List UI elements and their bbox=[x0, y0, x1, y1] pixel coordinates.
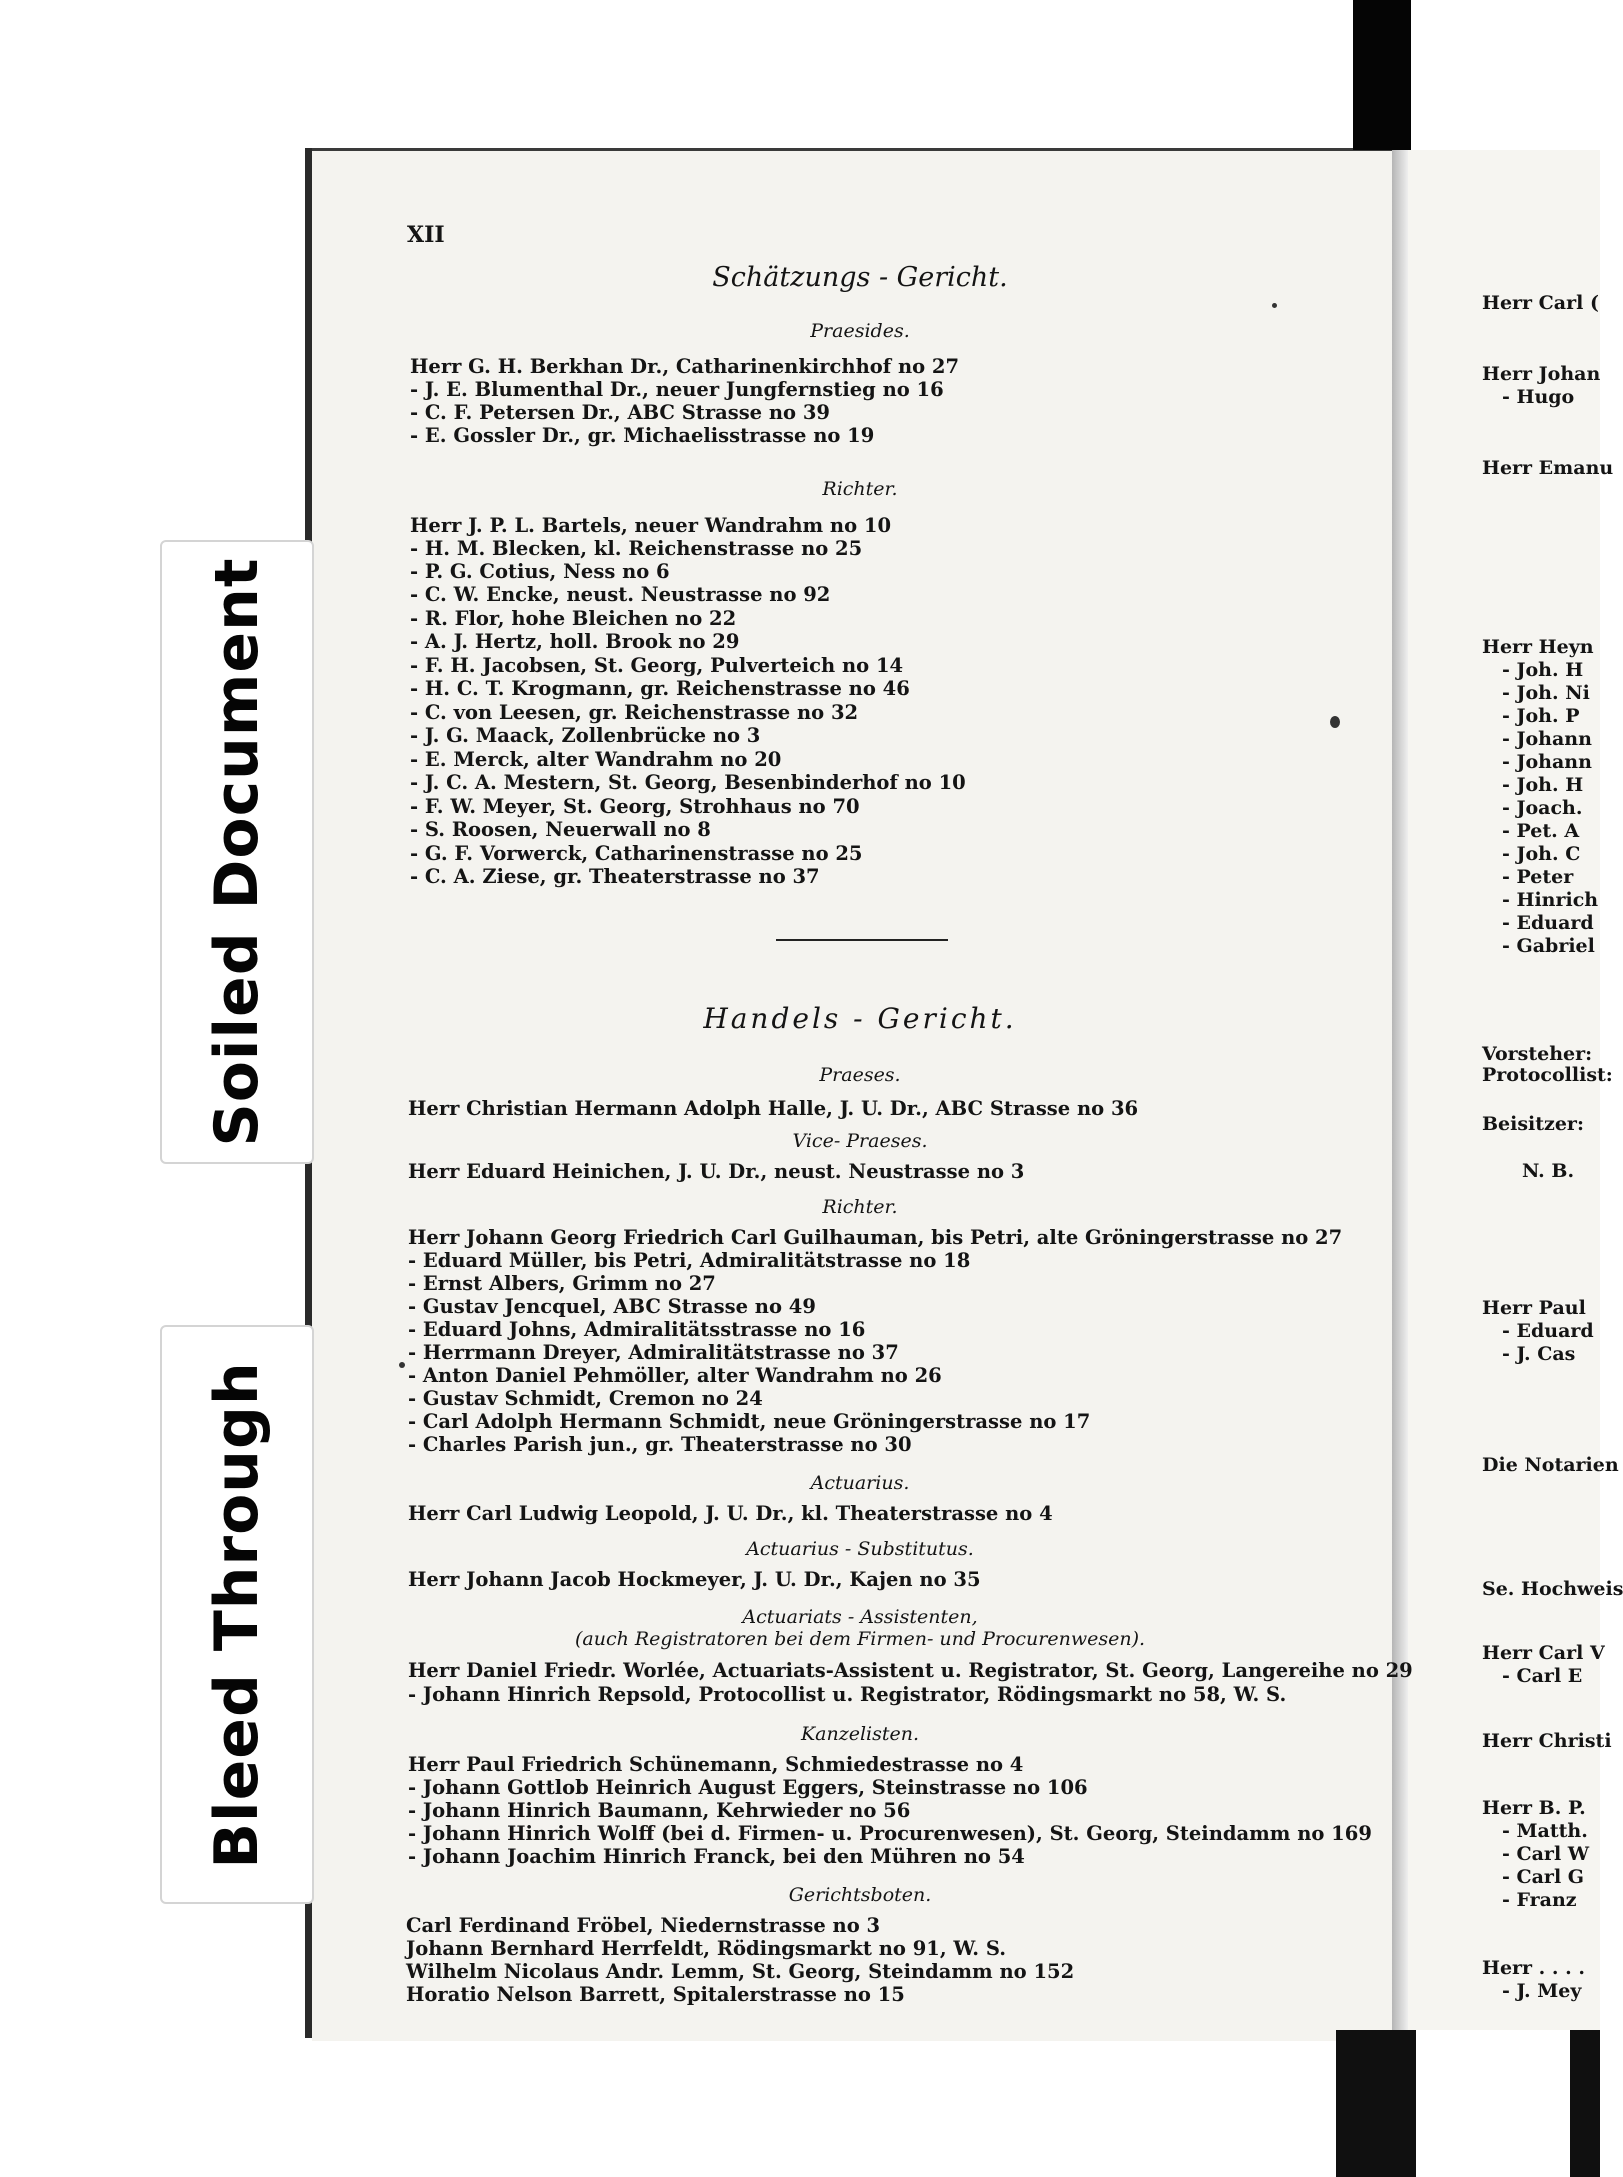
gerichtsboten-heading: Gerichtsboten. bbox=[788, 1884, 932, 1906]
right-fragment: - Carl E bbox=[1502, 1665, 1583, 1687]
right-fragment: - Franz bbox=[1502, 1889, 1577, 1911]
richter-entry: - C. von Leesen, gr. Reichenstrasse no 32 bbox=[410, 701, 859, 724]
substitutus-heading: Actuarius - Substitutus. bbox=[746, 1538, 974, 1560]
richter-entry-2: - Anton Daniel Pehmöller, alter Wandrahm no 26 bbox=[408, 1364, 942, 1387]
richter-entry: - H. C. T. Krogmann, gr. Reichenstrasse no 46 bbox=[410, 677, 910, 700]
richter-entry: - C. W. Encke, neust. Neustrasse no 92 bbox=[410, 583, 831, 606]
praesides-heading: Praesides. bbox=[810, 320, 910, 342]
scan-black-edge-bottom-right bbox=[1570, 2030, 1600, 2177]
right-fragment: Herr Carl V bbox=[1482, 1642, 1605, 1664]
gerichtsboten-entry: Wilhelm Nicolaus Andr. Lemm, St. Georg, Steindamm no 152 bbox=[406, 1960, 1075, 1983]
praeses-entry: Herr Christian Hermann Adolph Halle, J. U. Dr., ABC Strasse no 36 bbox=[408, 1097, 1139, 1120]
bleed-through-label bbox=[160, 1325, 314, 1904]
richter-entry-2: - Charles Parish jun., gr. Theaterstrasse no 30 bbox=[408, 1433, 912, 1456]
right-fragment: - Joh. C bbox=[1502, 843, 1581, 865]
page-fold-shadow bbox=[1392, 148, 1408, 2038]
right-page-text bbox=[1408, 150, 1623, 2030]
kanzelisten-entry: - Johann Hinrich Wolff (bei d. Firmen- u. Procurenwesen), St. Georg, Steindamm no 169 bbox=[408, 1822, 1372, 1845]
section-title-schaetzungs-gericht: Schätzungs - Gericht. bbox=[712, 262, 1008, 293]
right-fragment: - Johann bbox=[1502, 728, 1592, 750]
right-fragment: - J. Mey bbox=[1502, 1980, 1582, 2002]
right-fragment: Se. Hochweis bbox=[1482, 1578, 1623, 1600]
praesides-entry: - J. E. Blumenthal Dr., neuer Jungfernstieg no 16 bbox=[410, 378, 944, 401]
richter-entry: - F. W. Meyer, St. Georg, Strohhaus no 70 bbox=[410, 795, 860, 818]
right-fragment: - Peter bbox=[1502, 866, 1574, 888]
right-fragment: Herr Heyn bbox=[1482, 636, 1594, 658]
right-fragment: - Eduard bbox=[1502, 912, 1594, 934]
right-fragment: Herr Christi bbox=[1482, 1730, 1612, 1752]
ink-speck bbox=[1272, 303, 1277, 308]
praesides-entry: - C. F. Petersen Dr., ABC Strasse no 39 bbox=[410, 401, 830, 424]
assistenten-entry: - Johann Hinrich Repsold, Protocollist u. Registrator, Rödingsmarkt no 58, W. S. bbox=[408, 1683, 1287, 1706]
richter-entry: Herr J. P. L. Bartels, neuer Wandrahm no 10 bbox=[410, 514, 892, 537]
actuarius-heading: Actuarius. bbox=[810, 1472, 910, 1494]
richter-entry: - E. Merck, alter Wandrahm no 20 bbox=[410, 748, 782, 771]
assistenten-heading: Actuariats - Assistenten, bbox=[742, 1606, 978, 1628]
assistenten-entry: Herr Daniel Friedr. Worlée, Actuariats-Assistent u. Registrator, St. Georg, Langereihe no 29 bbox=[408, 1659, 1413, 1682]
richter-heading-2: Richter. bbox=[822, 1196, 898, 1218]
richter-entry: - P. G. Cotius, Ness no 6 bbox=[410, 560, 670, 583]
richter-entry: - S. Roosen, Neuerwall no 8 bbox=[410, 818, 711, 841]
right-fragment: Herr . . . . bbox=[1482, 1957, 1585, 1979]
right-fragment: - Joh. H bbox=[1502, 659, 1584, 681]
right-fragment: Beisitzer: bbox=[1482, 1113, 1584, 1135]
right-fragment: - Pet. A bbox=[1502, 820, 1580, 842]
actuarius-entry: Herr Carl Ludwig Leopold, J. U. Dr., kl. Theaterstrasse no 4 bbox=[408, 1502, 1053, 1525]
scan-black-edge-top bbox=[1353, 0, 1411, 150]
section-title-handels-gericht: Handels - Gericht. bbox=[703, 1002, 1017, 1035]
richter-entry: - R. Flor, hohe Bleichen no 22 bbox=[410, 607, 737, 630]
section-divider bbox=[776, 939, 948, 941]
richter-entry-2: - Carl Adolph Hermann Schmidt, neue Gröningerstrasse no 17 bbox=[408, 1410, 1091, 1433]
ink-speck bbox=[1330, 716, 1340, 728]
right-fragment: - Hinrich bbox=[1502, 889, 1599, 911]
right-fragment: - Joh. Ni bbox=[1502, 682, 1590, 704]
richter-entry: - H. M. Blecken, kl. Reichenstrasse no 25 bbox=[410, 537, 863, 560]
richter-entry: - G. F. Vorwerck, Catharinenstrasse no 25 bbox=[410, 842, 863, 865]
praesides-entry: Herr G. H. Berkhan Dr., Catharinenkirchhof no 27 bbox=[410, 355, 960, 378]
right-fragment: - Matth. bbox=[1502, 1820, 1588, 1842]
right-fragment: - Joach. bbox=[1502, 797, 1583, 819]
richter-entry: - J. G. Maack, Zollenbrücke no 3 bbox=[410, 724, 761, 747]
richter-entry: - C. A. Ziese, gr. Theaterstrasse no 37 bbox=[410, 865, 820, 888]
richter-heading: Richter. bbox=[822, 478, 898, 500]
richter-entry-2: - Eduard Johns, Admiralitätsstrasse no 16 bbox=[408, 1318, 866, 1341]
right-fragment: - Joh. H bbox=[1502, 774, 1584, 796]
right-fragment: Protocollist: bbox=[1482, 1064, 1613, 1086]
right-fragment: Herr Johan bbox=[1482, 363, 1601, 385]
right-fragment: - Carl W bbox=[1502, 1843, 1590, 1865]
vice-praeses-heading: Vice- Praeses. bbox=[792, 1130, 928, 1152]
right-fragment: - Joh. P bbox=[1502, 705, 1580, 727]
right-fragment: - J. Cas bbox=[1502, 1343, 1576, 1365]
richter-entry-2: - Eduard Müller, bis Petri, Admiralitätstrasse no 18 bbox=[408, 1249, 971, 1272]
right-fragment: Herr Emanu bbox=[1482, 457, 1614, 479]
gerichtsboten-entry: Johann Bernhard Herrfeldt, Rödingsmarkt no 91, W. S. bbox=[406, 1937, 1007, 1960]
gerichtsboten-entry: Carl Ferdinand Fröbel, Niedernstrasse no 3 bbox=[406, 1914, 881, 1937]
right-fragment: Die Notarien bbox=[1482, 1454, 1619, 1476]
right-fragment: - Johann bbox=[1502, 751, 1592, 773]
richter-entry-2: - Gustav Schmidt, Cremon no 24 bbox=[408, 1387, 763, 1410]
richter-entry: - J. C. A. Mestern, St. Georg, Besenbinderhof no 10 bbox=[410, 771, 966, 794]
kanzelisten-entry: Herr Paul Friedrich Schünemann, Schmiedestrasse no 4 bbox=[408, 1753, 1024, 1776]
ink-speck bbox=[399, 1362, 405, 1368]
kanzelisten-entry: - Johann Gottlob Heinrich August Eggers, Steinstrasse no 106 bbox=[408, 1776, 1088, 1799]
soiled-document-label bbox=[160, 540, 314, 1164]
right-fragment: - Carl G bbox=[1502, 1866, 1585, 1888]
assistenten-note: (auch Registratoren bei dem Firmen- und Procurenwesen). bbox=[574, 1628, 1146, 1650]
vice-praeses-entry: Herr Eduard Heinichen, J. U. Dr., neust. Neustrasse no 3 bbox=[408, 1160, 1025, 1183]
right-fragment: - Eduard bbox=[1502, 1320, 1594, 1342]
soiled-document-label-text: Soiled Document bbox=[202, 557, 272, 1147]
kanzelisten-entry: - Johann Joachim Hinrich Franck, bei den Mühren no 54 bbox=[408, 1845, 1025, 1868]
right-fragment: Herr Carl ( bbox=[1482, 292, 1599, 314]
right-fragment: N. B. bbox=[1522, 1160, 1575, 1182]
right-fragment: - Gabriel bbox=[1502, 935, 1595, 957]
praeses-heading: Praeses. bbox=[819, 1064, 901, 1086]
richter-entry-2: - Herrmann Dreyer, Admiralitätstrasse no 37 bbox=[408, 1341, 899, 1364]
right-fragment: Herr B. P. bbox=[1482, 1797, 1586, 1819]
richter-entry-2: - Gustav Jencquel, ABC Strasse no 49 bbox=[408, 1295, 816, 1318]
kanzelisten-entry: - Johann Hinrich Baumann, Kehrwieder no 56 bbox=[408, 1799, 911, 1822]
right-fragment: Herr Paul bbox=[1482, 1297, 1586, 1319]
richter-entry-2: - Ernst Albers, Grimm no 27 bbox=[408, 1272, 716, 1295]
right-fragment: Vorsteher: bbox=[1482, 1043, 1593, 1065]
richter-entry: - F. H. Jacobsen, St. Georg, Pulverteich no 14 bbox=[410, 654, 904, 677]
page-number: XII bbox=[407, 222, 445, 248]
right-fragment: - Hugo bbox=[1502, 386, 1575, 408]
kanzelisten-heading: Kanzelisten. bbox=[800, 1723, 920, 1745]
richter-entry: - A. J. Hertz, holl. Brook no 29 bbox=[410, 630, 740, 653]
substitutus-entry: Herr Johann Jacob Hockmeyer, J. U. Dr., Kajen no 35 bbox=[408, 1568, 981, 1591]
scan-black-edge-bottom bbox=[1336, 2030, 1416, 2177]
praesides-entry: - E. Gossler Dr., gr. Michaelisstrasse no 19 bbox=[410, 424, 875, 447]
gerichtsboten-entry: Horatio Nelson Barrett, Spitalerstrasse no 15 bbox=[406, 1983, 905, 2006]
bleed-through-label-text: Bleed Through bbox=[202, 1360, 272, 1869]
richter-entry-2: Herr Johann Georg Friedrich Carl Guilhauman, bis Petri, alte Gröningerstrasse no 27 bbox=[408, 1226, 1343, 1249]
